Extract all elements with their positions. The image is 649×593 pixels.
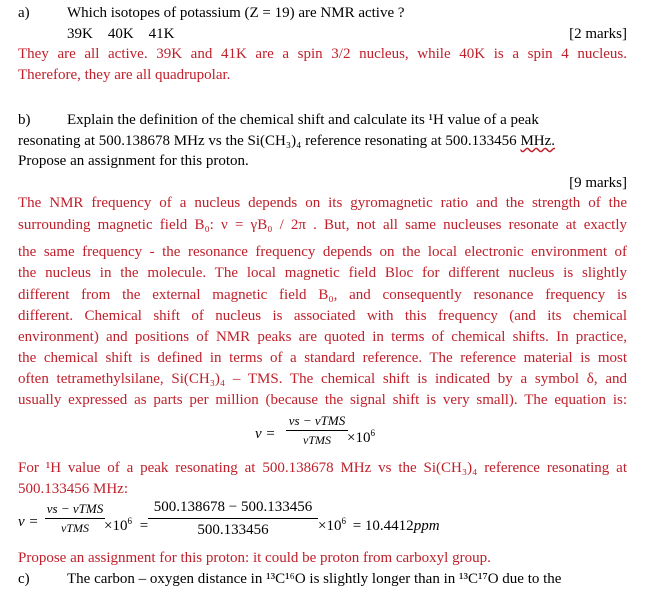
calc-line-2: 500.133456 MHz:: [18, 481, 128, 497]
eq2-mult2: ×10: [318, 518, 342, 534]
part-b-question-line-1: Explain the definition of the chemical shift and calculate its ¹H value of a peak: [67, 112, 539, 128]
eq1-exponent: 6: [370, 428, 375, 438]
eq2-numerator-2: 500.138678 − 500.133456: [153, 499, 313, 515]
mhz-spellcheck-word: MHz.: [520, 133, 556, 149]
part-b-label: b): [18, 112, 31, 128]
eq2-result-value: = 10.4412: [352, 518, 414, 534]
answer-line: often tetramethylsilane, Si(CH₃)₄ – TMS. The chemical shift is indicated by a symbol δ, and: [18, 371, 627, 387]
calc-line-1: For ¹H value of a peak resonating at 500.138678 MHz vs the Si(CH₃)₄ reference resonating at: [18, 460, 627, 476]
eq2-equals: =: [139, 518, 149, 534]
proton-assignment: Propose an assignment for this proton: it could be proton from carboxyl group.: [18, 550, 491, 566]
eq1-lhs: ν =: [255, 426, 276, 442]
eq2-fraction-bar-2: [148, 518, 318, 519]
eq2-lhs: ν =: [18, 514, 39, 530]
answer-line: different from the external magnetic field B₀, and consequently resonance frequency is: [18, 287, 627, 303]
eq1-fraction-bar: [286, 430, 348, 431]
answer-line: surrounding magnetic field B₀: ν = γB₀ / 2π . But, not all same nucleuses resonate at exactly: [18, 217, 627, 233]
eq1-multiplier: [347, 424, 375, 447]
part-c-text: The carbon – oxygen distance in ¹³C¹⁶O is slightly longer than in ¹³C¹⁷O due to the: [67, 571, 562, 587]
eq2-unit: ppm: [413, 518, 440, 534]
eq1-numerator: νs − νTMS: [288, 413, 346, 428]
part-b-question-line-2-text: resonating at 500.138678 MHz vs the Si(CH₃)₄ reference resonating at 500.133456: [18, 133, 521, 149]
answer-line: The NMR frequency of a nucleus depends on its gyromagnetic ratio and the strength of the: [18, 195, 627, 211]
part-a-answer-line-1: They are all active. 39K and 41K are a spin 3/2 nucleus, while 40K is a spin 4 nucleus.: [18, 46, 627, 62]
part-b-question-line-2: [18, 132, 555, 150]
eq1-mult: ×10: [347, 430, 371, 446]
eq2-denominator-2: 500.133456: [197, 522, 269, 538]
part-a-label: a): [18, 5, 30, 21]
part-a-question: Which isotopes of potassium (Z = 19) are NMR active ?: [67, 5, 405, 21]
part-a-marks: [2 marks]: [569, 26, 627, 42]
eq2-exponent-2: 6: [341, 516, 346, 526]
eq2-exponent-1: 6: [127, 516, 132, 526]
answer-line: environment) and positions of NMR peaks are quoted in terms of chemical shifts. In practice,: [18, 329, 627, 345]
answer-line: the same frequency - the resonance frequency depends on the local electronic environment of: [18, 244, 627, 260]
answer-line: usually expressed as parts per million (because the signal shift is very small). The equation is:: [18, 392, 627, 408]
answer-line: the nucleus in the molecule. The local magnetic field Bloc for different nucleus is slightly: [18, 265, 627, 281]
eq2-numerator-1: νs − νTMS: [46, 501, 104, 516]
answer-line: different. Chemical shift of nucleus is associated with this frequency (and its chemical: [18, 308, 627, 324]
eq2-result: [318, 512, 440, 535]
eq2-multiplier-1: [104, 512, 148, 535]
eq2-denominator-1: νTMS: [61, 521, 89, 535]
part-b-question-line-3: Propose an assignment for this proton.: [18, 153, 249, 169]
eq2-mult1: ×10: [104, 518, 128, 534]
answer-line: the chemical shift is defined in terms of a standard reference. The reference material is most: [18, 350, 627, 366]
part-a-answer-line-2: Therefore, they are all quadrupolar.: [18, 67, 231, 83]
part-b-marks: [9 marks]: [569, 175, 627, 191]
part-c-label: c): [18, 571, 30, 587]
part-a-options: 39K 40K 41K: [67, 26, 175, 42]
eq1-denominator: νTMS: [303, 433, 331, 447]
eq2-fraction-bar-1: [45, 518, 105, 519]
